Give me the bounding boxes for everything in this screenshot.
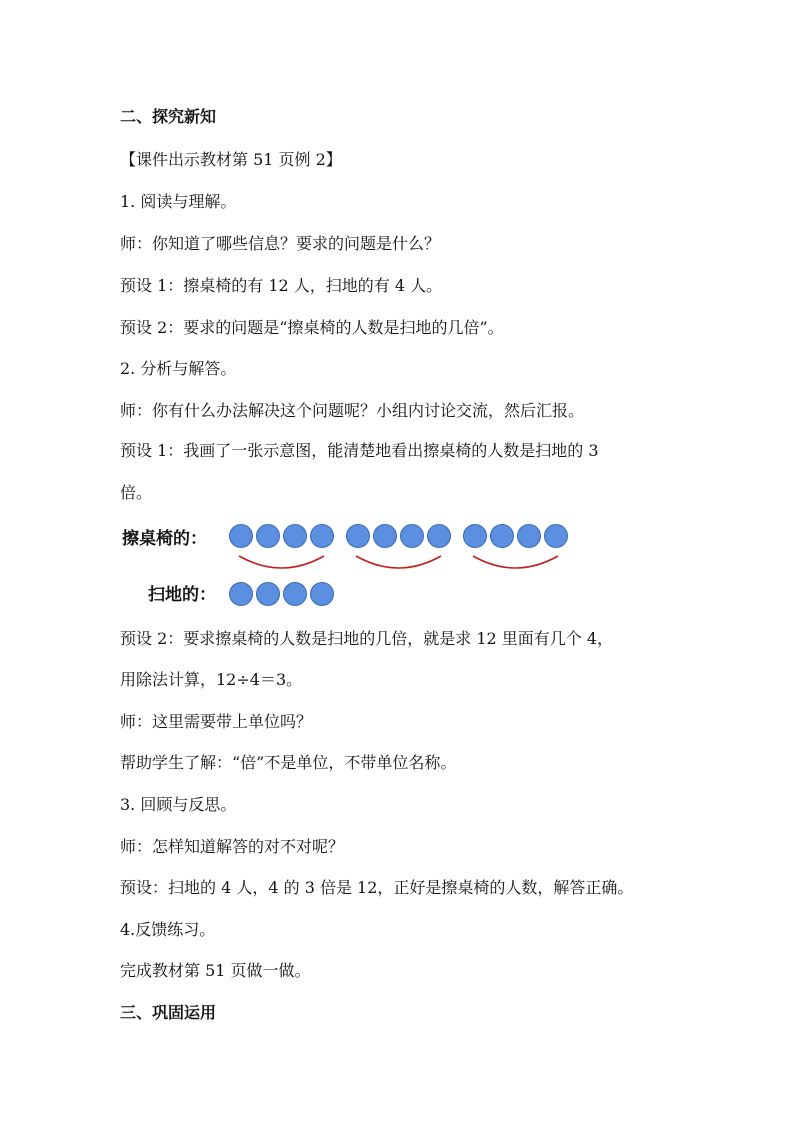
group-arc <box>356 556 441 568</box>
wipe-person-circle <box>545 525 568 548</box>
sweep-person-circle <box>311 583 334 606</box>
step-3-heading: 3. 回顾与反思。 <box>120 795 237 814</box>
group-arcs <box>239 556 558 568</box>
preset-2a-line-1: 预设 1：我画了一张示意图，能清楚地看出擦桌椅的人数是扫地的 3 <box>120 441 599 460</box>
teacher-question-3: 师：这里需要带上单位吗？ <box>120 712 313 731</box>
sweep-circles <box>230 583 334 606</box>
wipe-person-circle <box>428 525 451 548</box>
sweep-person-circle <box>284 583 307 606</box>
preset-2b-line-1: 预设 2：要求擦桌椅的人数是扫地的几倍，就是求 12 里面有几个 4， <box>120 629 614 648</box>
preset-2a-line-2: 倍。 <box>120 483 153 502</box>
wipe-person-circle <box>518 525 541 548</box>
wipe-person-circle <box>347 525 370 548</box>
section-2-title: 二、探究新知 <box>120 107 217 126</box>
section-3-title: 三、巩固运用 <box>120 1003 217 1022</box>
sweep-row-label: 扫地的： <box>148 585 216 605</box>
teacher-question-1: 师：你知道了哪些信息？要求的问题是什么？ <box>120 234 441 253</box>
wipe-person-circle <box>284 525 307 548</box>
step-2-heading: 2. 分析与解答。 <box>120 359 237 378</box>
wipe-person-circle <box>401 525 424 548</box>
preset-1b: 预设 2：要求的问题是“擦桌椅的人数是扫地的几倍”。 <box>120 318 504 337</box>
wipe-circles <box>230 525 568 548</box>
wipe-person-circle <box>311 525 334 548</box>
preset-3: 预设：扫地的 4 人，4 的 3 倍是 12，正好是擦桌椅的人数，解答正确。 <box>120 878 634 897</box>
exercise-note: 完成教材第 51 页做一做。 <box>120 961 311 980</box>
group-arc <box>473 556 558 568</box>
group-arc <box>239 556 324 568</box>
wipe-person-circle <box>374 525 397 548</box>
teacher-question-2: 师：你有什么办法解决这个问题呢？小组内讨论交流，然后汇报。 <box>120 401 585 420</box>
sweep-person-circle <box>230 583 253 606</box>
help-text: 帮助学生了解：“倍”不是单位，不带单位名称。 <box>120 753 457 772</box>
preset-1a: 预设 1：擦桌椅的有 12 人，扫地的有 4 人。 <box>120 276 443 295</box>
wipe-person-circle <box>257 525 280 548</box>
teacher-question-4: 师：怎样知道解答的对不对呢？ <box>120 837 345 856</box>
sweep-person-circle <box>257 583 280 606</box>
preset-2b-line-2: 用除法计算，12÷4＝3。 <box>120 670 303 689</box>
wipe-row-label: 擦桌椅的： <box>122 529 207 549</box>
wipe-person-circle <box>491 525 514 548</box>
wipe-person-circle <box>464 525 487 548</box>
wipe-person-circle <box>230 525 253 548</box>
step-4-heading: 4.反馈练习。 <box>120 920 216 939</box>
step-1-heading: 1. 阅读与理解。 <box>120 192 237 211</box>
courseware-note: 【课件出示教材第 51 页例 2】 <box>120 150 342 169</box>
